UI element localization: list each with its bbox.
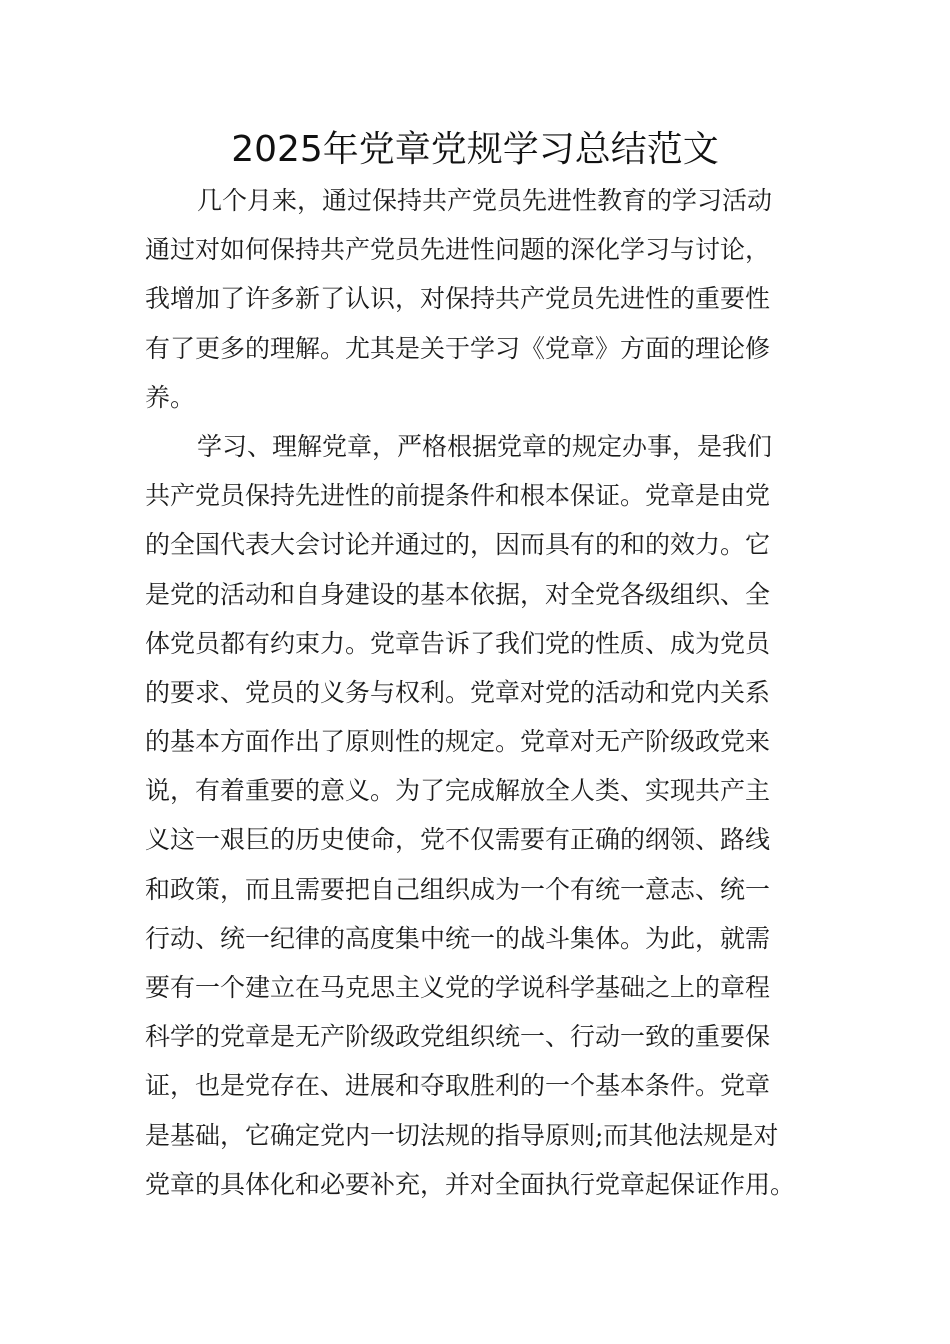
text-line: 和政策，而且需要把自己组织成为一个有统一意志、统一 (145, 874, 771, 904)
document-body (145, 176, 807, 1209)
text-line: 几个月来，通过保持共产党员先进性教育的学习活动 (197, 186, 773, 215)
text-line: 共产党员保持先进性的前提条件和根本保证。党章是由党 (145, 481, 771, 511)
paragraph-2 (145, 422, 807, 1209)
text-line: 科学的党章是无产阶级政党组织统一、行动一致的重要保 (145, 1022, 771, 1052)
text-line: 学习、理解党章，严格根据党章的规定办事，是我们 (197, 431, 773, 461)
text-line: 有了更多的理解。尤其是关于学习《党章》方面的理论修 (145, 333, 771, 363)
paragraph-1 (145, 176, 807, 422)
text-line: 要有一个建立在马克思主义党的学说科学基础之上的章程 (145, 973, 771, 1002)
text-line: 证，也是党存在、进展和夺取胜利的一个基本条件。党章 (145, 1071, 771, 1101)
text-line: 党章的具体化和必要补充，并对全面执行党章起保证作用。 (145, 1169, 796, 1199)
text-line: 是基础，它确定党内一切法规的指导原则;而其他法规是对 (145, 1120, 779, 1150)
text-line: 是党的活动和自身建设的基本依据，对全党各级组织、全 (145, 579, 771, 609)
text-line: 我增加了许多新了认识，对保持共产党员先进性的重要性 (145, 284, 771, 314)
text-line: 的基本方面作出了原则性的规定。党章对无产阶级政党来 (145, 727, 771, 757)
text-line: 的要求、党员的义务与权利。党章对党的活动和党内关系 (145, 677, 771, 707)
document-title: 2025年党章党规学习总结范文 (231, 129, 719, 170)
text-line: 的全国代表大会讨论并通过的，因而具有的和的效力。它 (145, 530, 771, 560)
text-line: 养。 (145, 382, 196, 412)
text-line: 体党员都有约束力。党章告诉了我们党的性质、成为党员 (145, 628, 771, 658)
text-line: 义这一艰巨的历史使命，党不仅需要有正确的纲领、路线 (145, 825, 771, 855)
text-line: 说，有着重要的意义。为了完成解放全人类、实现共产主 (145, 776, 771, 806)
text-line: 行动、统一纪律的高度集中统一的战斗集体。为此，就需 (145, 923, 771, 953)
text-line: 通过对如何保持共产党员先进性问题的深化学习与讨论， (145, 235, 771, 265)
